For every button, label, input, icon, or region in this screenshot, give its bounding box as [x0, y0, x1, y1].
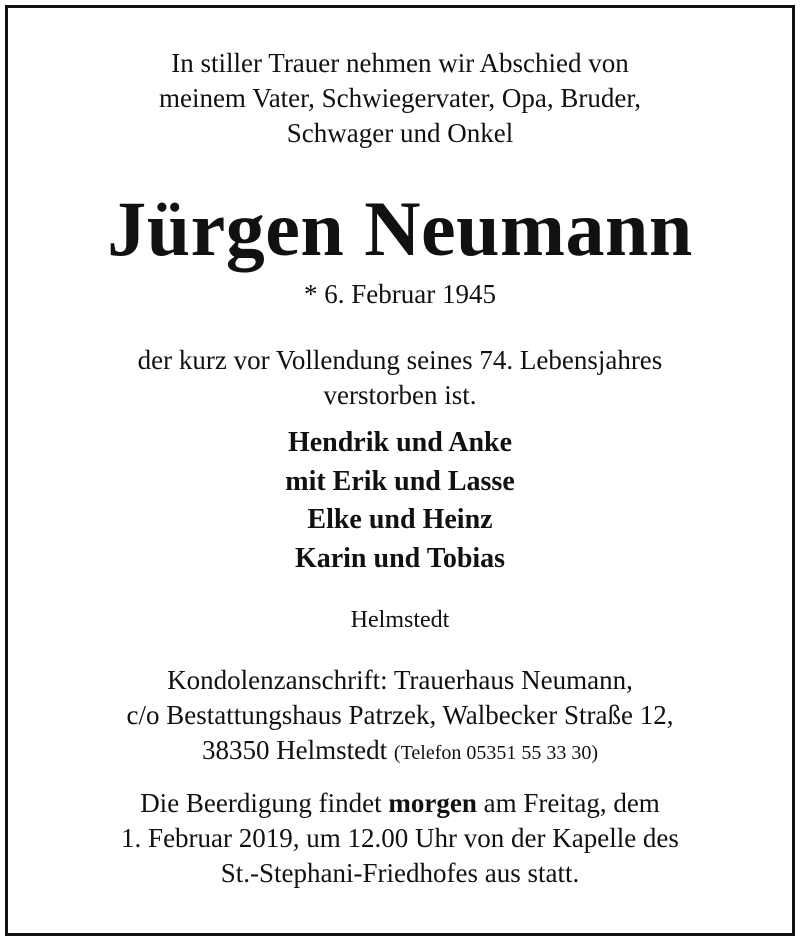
death-text: [0, 343, 800, 413]
condolence-line: Kondolenzanschrift: Trauerhaus Neumann,: [167, 665, 633, 695]
intro-line: Schwager und Onkel: [286, 118, 514, 148]
intro-line: meinem Vater, Schwiegervater, Opa, Bruder,: [158, 83, 642, 113]
funeral-text: Die Beerdigung findet: [140, 788, 382, 818]
funeral-text: am Freitag, dem: [483, 788, 660, 818]
condolence-line: c/o Bestattungshaus Patrzek, Walbecker Straße 12,: [126, 700, 674, 730]
death-line: der kurz vor Vollendung seines 74. Lebensjahres: [137, 345, 663, 375]
place-name: Helmstedt: [350, 607, 450, 633]
mourner-line: Hendrik und Anke: [287, 427, 513, 458]
funeral-emphasis: morgen: [388, 788, 477, 818]
mourner-line: Karin und Tobias: [294, 542, 506, 574]
mourner-line: Elke und Heinz: [307, 504, 493, 535]
birth-date: * 6. Februar 1945: [304, 279, 496, 309]
funeral-line: 1. Februar 2019, um 12.00 Uhr von der Kapelle des: [121, 823, 679, 853]
condolence-address: [0, 663, 800, 771]
mourners-list: [0, 424, 800, 578]
death-line: verstorben ist.: [323, 380, 477, 410]
funeral-line: St.-Stephani-Friedhofes aus statt.: [220, 858, 580, 888]
deceased-name: Jürgen Neumann: [107, 185, 693, 272]
intro-text: [0, 46, 800, 151]
condolence-line: [0, 733, 800, 771]
condolence-phone: (Telefon 05351 55 33 30): [393, 742, 599, 764]
condolence-city: 38350 Helmstedt: [201, 735, 388, 765]
funeral-info: [0, 786, 800, 891]
funeral-line: [0, 786, 800, 821]
mourner-line: mit Erik und Lasse: [285, 465, 515, 497]
intro-line: In stiller Trauer nehmen wir Abschied von: [171, 48, 629, 78]
